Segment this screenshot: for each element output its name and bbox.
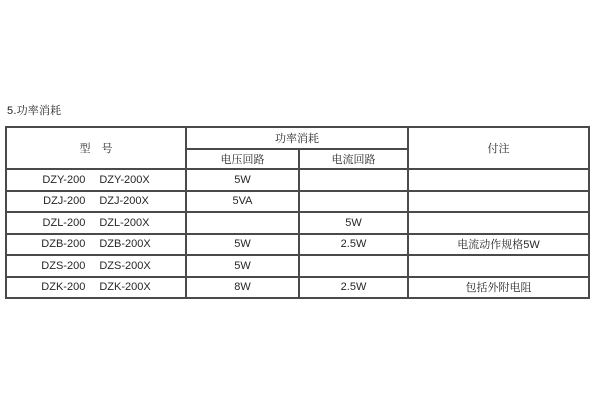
current-circuit-cell: 2.5W	[299, 234, 408, 256]
notes-cell	[408, 255, 589, 277]
model-name: DZS-200	[41, 259, 86, 272]
model-cell	[6, 212, 186, 234]
section-heading: 5.功率消耗	[7, 105, 62, 117]
power-consumption-table	[5, 126, 590, 299]
current-circuit-cell: 2.5W	[299, 277, 408, 299]
model-name-x: DZJ-200X	[99, 195, 149, 208]
model-name: DZB-200	[41, 238, 86, 251]
current-circuit-cell	[299, 191, 408, 213]
header-model: 型 号	[6, 127, 186, 169]
model-name: DZL-200	[42, 216, 86, 229]
model-cell	[6, 191, 186, 213]
voltage-circuit-cell: 8W	[186, 277, 299, 299]
model-name-x: DZK-200X	[99, 281, 151, 294]
table-row	[6, 234, 589, 256]
model-cell	[6, 277, 186, 299]
model-name: DZJ-200	[43, 195, 86, 208]
current-circuit-cell: 5W	[299, 212, 408, 234]
model-name-x: DZS-200X	[99, 259, 151, 272]
notes-cell	[408, 191, 589, 213]
table-row	[6, 212, 589, 234]
model-cell	[6, 234, 186, 256]
model-name: DZY-200	[42, 173, 86, 186]
model-name-x: DZL-200X	[99, 216, 150, 229]
header-row-1	[6, 127, 589, 149]
notes-cell: 包括外附电阻	[408, 277, 589, 299]
current-circuit-cell	[299, 255, 408, 277]
current-circuit-cell	[299, 169, 408, 191]
model-cell	[6, 169, 186, 191]
header-current-circuit: 电流回路	[299, 149, 408, 169]
table-row	[6, 255, 589, 277]
table-row	[6, 169, 589, 191]
table-row	[6, 191, 589, 213]
model-name: DZK-200	[41, 281, 86, 294]
header-power-group: 功率消耗	[186, 127, 408, 149]
voltage-circuit-cell: 5W	[186, 255, 299, 277]
table-row	[6, 277, 589, 299]
voltage-circuit-cell: 5W	[186, 169, 299, 191]
model-name-x: DZB-200X	[99, 238, 151, 251]
model-cell	[6, 255, 186, 277]
power-consumption-table-container	[5, 126, 590, 299]
model-name-x: DZY-200X	[99, 173, 150, 186]
notes-cell	[408, 212, 589, 234]
header-notes: 付注	[408, 127, 589, 169]
voltage-circuit-cell: 5W	[186, 234, 299, 256]
notes-cell	[408, 169, 589, 191]
notes-cell: 电流动作规格5W	[408, 234, 589, 256]
voltage-circuit-cell	[186, 212, 299, 234]
voltage-circuit-cell: 5VA	[186, 191, 299, 213]
header-voltage-circuit: 电压回路	[186, 149, 299, 169]
